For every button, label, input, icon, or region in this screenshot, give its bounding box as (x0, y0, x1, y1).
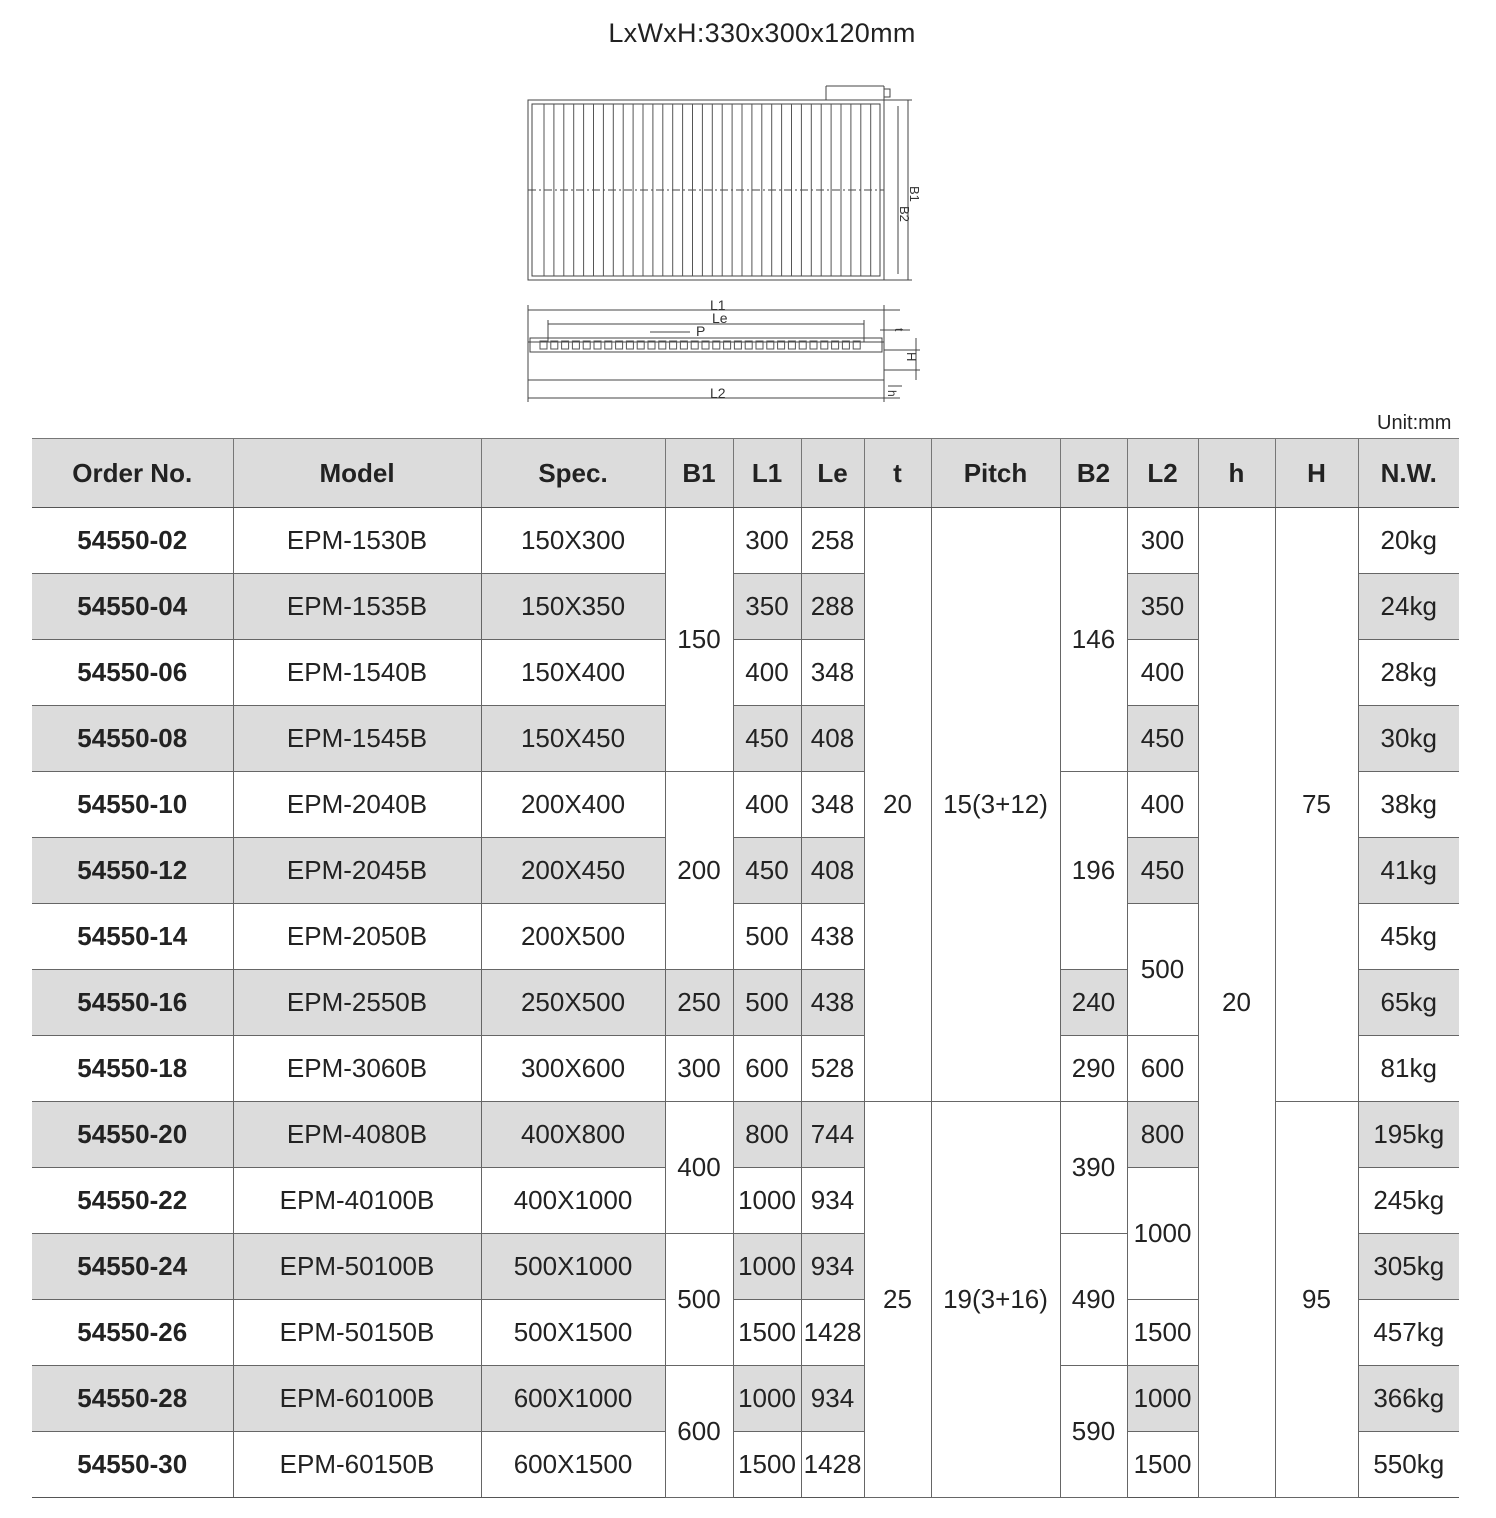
b2-cell: 390 (1060, 1102, 1127, 1234)
b2-cell: 146 (1060, 508, 1127, 772)
b2-cell: 240 (1060, 970, 1127, 1036)
l2-cell: 450 (1127, 838, 1198, 904)
model-cell: EPM-50150B (233, 1300, 481, 1366)
b1-cell: 500 (665, 1234, 733, 1366)
net-weight-cell: 305kg (1358, 1234, 1459, 1300)
l1-cell: 350 (733, 574, 801, 640)
spec-cell: 400X1000 (481, 1168, 665, 1234)
order-no-cell: 54550-26 (32, 1300, 233, 1366)
drawing-label-t: t (892, 328, 906, 332)
net-weight-cell: 366kg (1358, 1366, 1459, 1432)
le-cell: 288 (801, 574, 864, 640)
technical-drawing (500, 80, 940, 410)
b1-cell: 400 (665, 1102, 733, 1234)
net-weight-cell: 245kg (1358, 1168, 1459, 1234)
header-spec: Spec. (481, 439, 665, 508)
l2-cell: 800 (1127, 1102, 1198, 1168)
l1-cell: 1000 (733, 1168, 801, 1234)
header-net-weight: N.W. (1358, 439, 1459, 508)
net-weight-cell: 195kg (1358, 1102, 1459, 1168)
spec-cell: 150X400 (481, 640, 665, 706)
header-l1: L1 (733, 439, 801, 508)
le-cell: 258 (801, 508, 864, 574)
t-cell: 20 (864, 508, 931, 1102)
header-le: Le (801, 439, 864, 508)
header-b2: B2 (1060, 439, 1127, 508)
model-cell: EPM-1540B (233, 640, 481, 706)
drawing-label-h-big: H (904, 352, 919, 362)
header-pitch: Pitch (931, 439, 1060, 508)
b1-cell: 300 (665, 1036, 733, 1102)
b1-cell: 200 (665, 772, 733, 970)
l2-cell: 600 (1127, 1036, 1198, 1102)
order-no-cell: 54550-22 (32, 1168, 233, 1234)
header-model: Model (233, 439, 481, 508)
header-h-small: h (1198, 439, 1275, 508)
model-cell: EPM-1535B (233, 574, 481, 640)
spec-cell: 500X1500 (481, 1300, 665, 1366)
b2-cell: 490 (1060, 1234, 1127, 1366)
header-t: t (864, 439, 931, 508)
le-cell: 348 (801, 640, 864, 706)
drawing-label-b1: B1 (907, 186, 922, 202)
spec-cell: 150X450 (481, 706, 665, 772)
table-header-row (32, 439, 1459, 508)
spec-cell: 200X400 (481, 772, 665, 838)
order-no-cell: 54550-14 (32, 904, 233, 970)
l1-cell: 1500 (733, 1432, 801, 1498)
model-cell: EPM-40100B (233, 1168, 481, 1234)
l2-cell: 350 (1127, 574, 1198, 640)
le-cell: 1428 (801, 1432, 864, 1498)
order-no-cell: 54550-02 (32, 508, 233, 574)
l1-cell: 500 (733, 970, 801, 1036)
l2-cell: 1000 (1127, 1168, 1198, 1300)
l2-cell: 450 (1127, 706, 1198, 772)
l1-cell: 400 (733, 640, 801, 706)
table-row (32, 508, 1459, 574)
order-no-cell: 54550-28 (32, 1366, 233, 1432)
le-cell: 408 (801, 706, 864, 772)
le-cell: 1428 (801, 1300, 864, 1366)
model-cell: EPM-2050B (233, 904, 481, 970)
order-no-cell: 54550-10 (32, 772, 233, 838)
model-cell: EPM-60100B (233, 1366, 481, 1432)
pitch-cell: 19(3+16) (931, 1102, 1060, 1498)
spec-cell: 150X300 (481, 508, 665, 574)
net-weight-cell: 30kg (1358, 706, 1459, 772)
spec-cell: 200X450 (481, 838, 665, 904)
l1-cell: 400 (733, 772, 801, 838)
le-cell: 348 (801, 772, 864, 838)
le-cell: 934 (801, 1234, 864, 1300)
le-cell: 934 (801, 1168, 864, 1234)
order-no-cell: 54550-08 (32, 706, 233, 772)
le-cell: 438 (801, 904, 864, 970)
l2-cell: 500 (1127, 904, 1198, 1036)
model-cell: EPM-1530B (233, 508, 481, 574)
drawing-label-b2: B2 (897, 206, 912, 222)
le-cell: 408 (801, 838, 864, 904)
spec-cell: 150X350 (481, 574, 665, 640)
net-weight-cell: 20kg (1358, 508, 1459, 574)
h-big-cell: 95 (1275, 1102, 1358, 1498)
net-weight-cell: 41kg (1358, 838, 1459, 904)
spec-table (32, 438, 1459, 1498)
order-no-cell: 54550-20 (32, 1102, 233, 1168)
le-cell: 934 (801, 1366, 864, 1432)
b1-cell: 600 (665, 1366, 733, 1498)
l2-cell: 1500 (1127, 1300, 1198, 1366)
le-cell: 528 (801, 1036, 864, 1102)
net-weight-cell: 28kg (1358, 640, 1459, 706)
order-no-cell: 54550-16 (32, 970, 233, 1036)
l2-cell: 1500 (1127, 1432, 1198, 1498)
l2-cell: 400 (1127, 640, 1198, 706)
b2-cell: 196 (1060, 772, 1127, 970)
header-b1: B1 (665, 439, 733, 508)
l1-cell: 1000 (733, 1234, 801, 1300)
net-weight-cell: 24kg (1358, 574, 1459, 640)
l1-cell: 300 (733, 508, 801, 574)
unit-label: Unit:mm (1377, 412, 1452, 434)
net-weight-cell: 81kg (1358, 1036, 1459, 1102)
model-cell: EPM-60150B (233, 1432, 481, 1498)
spec-cell: 250X500 (481, 970, 665, 1036)
net-weight-cell: 45kg (1358, 904, 1459, 970)
order-no-cell: 54550-30 (32, 1432, 233, 1498)
l1-cell: 450 (733, 838, 801, 904)
model-cell: EPM-1545B (233, 706, 481, 772)
header-order-no: Order No. (32, 439, 233, 508)
spec-cell: 600X1000 (481, 1366, 665, 1432)
header-h-big: H (1275, 439, 1358, 508)
b2-cell: 590 (1060, 1366, 1127, 1498)
spec-cell: 500X1000 (481, 1234, 665, 1300)
l1-cell: 600 (733, 1036, 801, 1102)
h-big-cell: 75 (1275, 508, 1358, 1102)
pitch-cell: 15(3+12) (931, 508, 1060, 1102)
b1-cell: 250 (665, 970, 733, 1036)
l1-cell: 500 (733, 904, 801, 970)
le-cell: 438 (801, 970, 864, 1036)
net-weight-cell: 65kg (1358, 970, 1459, 1036)
b1-cell: 150 (665, 508, 733, 772)
header-l2: L2 (1127, 439, 1198, 508)
spec-cell: 200X500 (481, 904, 665, 970)
model-cell: EPM-4080B (233, 1102, 481, 1168)
order-no-cell: 54550-06 (32, 640, 233, 706)
order-no-cell: 54550-04 (32, 574, 233, 640)
model-cell: EPM-2045B (233, 838, 481, 904)
order-no-cell: 54550-12 (32, 838, 233, 904)
drawing-label-p: P (696, 323, 706, 339)
h-small-cell: 20 (1198, 508, 1275, 1498)
model-cell: EPM-2550B (233, 970, 481, 1036)
spec-cell: 600X1500 (481, 1432, 665, 1498)
b2-cell: 290 (1060, 1036, 1127, 1102)
l2-cell: 1000 (1127, 1366, 1198, 1432)
l2-cell: 400 (1127, 772, 1198, 838)
l1-cell: 1500 (733, 1300, 801, 1366)
net-weight-cell: 38kg (1358, 772, 1459, 838)
drawing-label-l1: L1 (710, 297, 726, 313)
order-no-cell: 54550-18 (32, 1036, 233, 1102)
net-weight-cell: 457kg (1358, 1300, 1459, 1366)
model-cell: EPM-2040B (233, 772, 481, 838)
l1-cell: 1000 (733, 1366, 801, 1432)
drawing-label-le: Le (712, 310, 728, 326)
drawing-label-h-small: h (885, 390, 899, 397)
l1-cell: 800 (733, 1102, 801, 1168)
net-weight-cell: 550kg (1358, 1432, 1459, 1498)
spec-cell: 400X800 (481, 1102, 665, 1168)
l2-cell: 300 (1127, 508, 1198, 574)
spec-cell: 300X600 (481, 1036, 665, 1102)
dimensions-label: LxWxH:330x300x120mm (608, 18, 916, 48)
top-view (528, 86, 890, 280)
model-cell: EPM-3060B (233, 1036, 481, 1102)
model-cell: EPM-50100B (233, 1234, 481, 1300)
le-cell: 744 (801, 1102, 864, 1168)
l1-cell: 450 (733, 706, 801, 772)
order-no-cell: 54550-24 (32, 1234, 233, 1300)
drawing-label-l2: L2 (710, 385, 726, 401)
t-cell: 25 (864, 1102, 931, 1498)
